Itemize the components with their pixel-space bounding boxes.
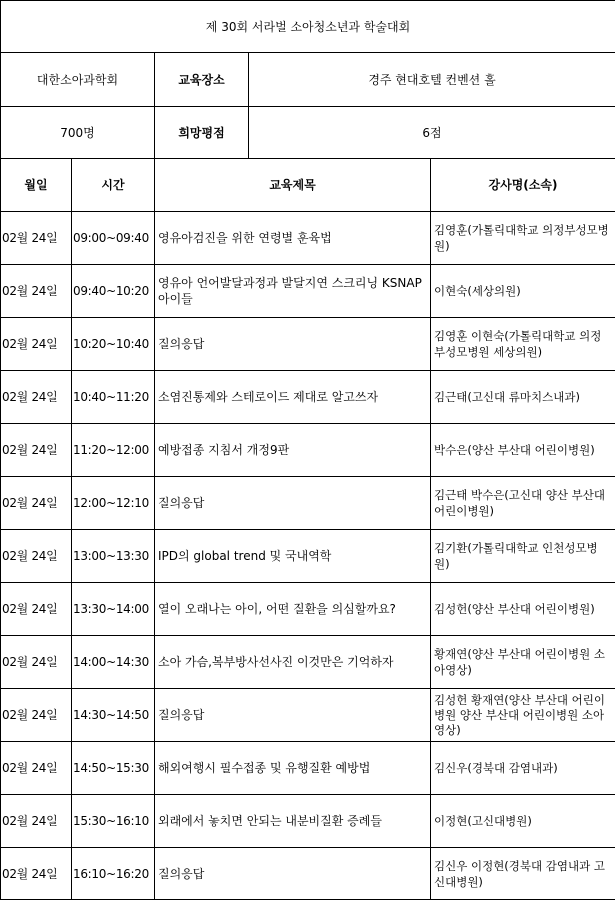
row-date: 02월 24일 <box>1 795 72 848</box>
row-time: 15:30~16:10 <box>72 795 155 848</box>
row-date: 02월 24일 <box>1 265 72 318</box>
row-time: 14:00~14:30 <box>72 636 155 689</box>
table-row <box>1 477 615 530</box>
table-row <box>1 265 615 318</box>
row-speaker: 이현숙(세상의원) <box>431 265 615 318</box>
venue: 경주 현대호텔 컨벤션 홀 <box>249 53 615 107</box>
header-row <box>1 159 615 212</box>
organizer: 대한소아과학회 <box>1 53 155 107</box>
row-speaker: 김신우(경북대 감염내과) <box>431 742 615 795</box>
row-time: 14:50~15:30 <box>72 742 155 795</box>
row-date: 02월 24일 <box>1 636 72 689</box>
row-time: 13:30~14:00 <box>72 583 155 636</box>
row-topic: 소아 가슴,복부방사선사진 이것만은 기억하자 <box>155 636 431 689</box>
row-date: 02월 24일 <box>1 318 72 371</box>
venue-label: 교육장소 <box>155 53 249 107</box>
table-row <box>1 742 615 795</box>
row-speaker: 김신우 이정현(경북대 감염내과 고신대병원) <box>431 848 615 900</box>
row-topic: 질의응답 <box>155 848 431 900</box>
row-topic: 예방접종 지침서 개정9판 <box>155 424 431 477</box>
row-speaker: 황재연(양산 부산대 어린이병원 소아영상) <box>431 636 615 689</box>
row-date: 02월 24일 <box>1 424 72 477</box>
row-date: 02월 24일 <box>1 689 72 742</box>
row-topic: 영유아 언어발달과정과 발달지연 스크리닝 KSNAP 아이들 <box>155 265 431 318</box>
table-row <box>1 371 615 424</box>
row-date: 02월 24일 <box>1 530 72 583</box>
row-date: 02월 24일 <box>1 477 72 530</box>
table-row <box>1 318 615 371</box>
row-topic: 영유아검진을 위한 연령별 훈육법 <box>155 212 431 265</box>
row-time: 10:20~10:40 <box>72 318 155 371</box>
event-title: 제 30회 서라벌 소아청소년과 학술대회 <box>1 1 615 53</box>
row-speaker: 박수은(양산 부산대 어린이병원) <box>431 424 615 477</box>
row-topic: 소염진통제와 스테로이드 제대로 알고쓰자 <box>155 371 431 424</box>
row-speaker: 이정현(고신대병원) <box>431 795 615 848</box>
row-date: 02월 24일 <box>1 742 72 795</box>
row-speaker: 김근태(고신대 류마치스내과) <box>431 371 615 424</box>
row-topic: 질의응답 <box>155 318 431 371</box>
table-row <box>1 212 615 265</box>
table-row <box>1 424 615 477</box>
row-time: 12:00~12:10 <box>72 477 155 530</box>
row-speaker: 김기환(가톨릭대학교 인천성모병원) <box>431 530 615 583</box>
row-date: 02월 24일 <box>1 371 72 424</box>
row-speaker: 김성헌(양산 부산대 어린이병원) <box>431 583 615 636</box>
row-date: 02월 24일 <box>1 583 72 636</box>
row-speaker: 김성헌 황재연(양산 부산대 어린이병원 양산 부산대 어린이병원 소아영상) <box>431 689 615 742</box>
attendance: 700명 <box>1 107 155 159</box>
row-date: 02월 24일 <box>1 212 72 265</box>
row-speaker: 김영훈 이현숙(가톨릭대학교 의정부성모병원 세상의원) <box>431 318 615 371</box>
header-time: 시간 <box>72 159 155 212</box>
venue-row <box>1 53 615 107</box>
header-speaker: 강사명(소속) <box>431 159 615 212</box>
row-speaker: 김근태 박수은(고신대 양산 부산대 어린이병원) <box>431 477 615 530</box>
header-topic: 교육제목 <box>155 159 431 212</box>
header-date: 월일 <box>1 159 72 212</box>
score: 6점 <box>249 107 615 159</box>
row-time: 09:40~10:20 <box>72 265 155 318</box>
table-row <box>1 689 615 742</box>
row-time: 11:20~12:00 <box>72 424 155 477</box>
row-speaker: 김영훈(가톨릭대학교 의정부성모병원) <box>431 212 615 265</box>
row-time: 13:00~13:30 <box>72 530 155 583</box>
title-row <box>1 1 615 53</box>
row-topic: 질의응답 <box>155 689 431 742</box>
table-row <box>1 530 615 583</box>
row-time: 10:40~11:20 <box>72 371 155 424</box>
row-time: 16:10~16:20 <box>72 848 155 900</box>
row-time: 14:30~14:50 <box>72 689 155 742</box>
score-row <box>1 107 615 159</box>
row-date: 02월 24일 <box>1 848 72 900</box>
table-row <box>1 848 615 900</box>
row-topic: 외래에서 놓치면 안되는 내분비질환 증례들 <box>155 795 431 848</box>
row-topic: 열이 오래나는 아이, 어떤 질환을 의심할까요? <box>155 583 431 636</box>
row-time: 09:00~09:40 <box>72 212 155 265</box>
row-topic: IPD의 global trend 및 국내역학 <box>155 530 431 583</box>
table-row <box>1 636 615 689</box>
table-row <box>1 583 615 636</box>
row-topic: 해외여행시 필수접종 및 유행질환 예방법 <box>155 742 431 795</box>
score-label: 희망평점 <box>155 107 249 159</box>
row-topic: 질의응답 <box>155 477 431 530</box>
table-row <box>1 795 615 848</box>
